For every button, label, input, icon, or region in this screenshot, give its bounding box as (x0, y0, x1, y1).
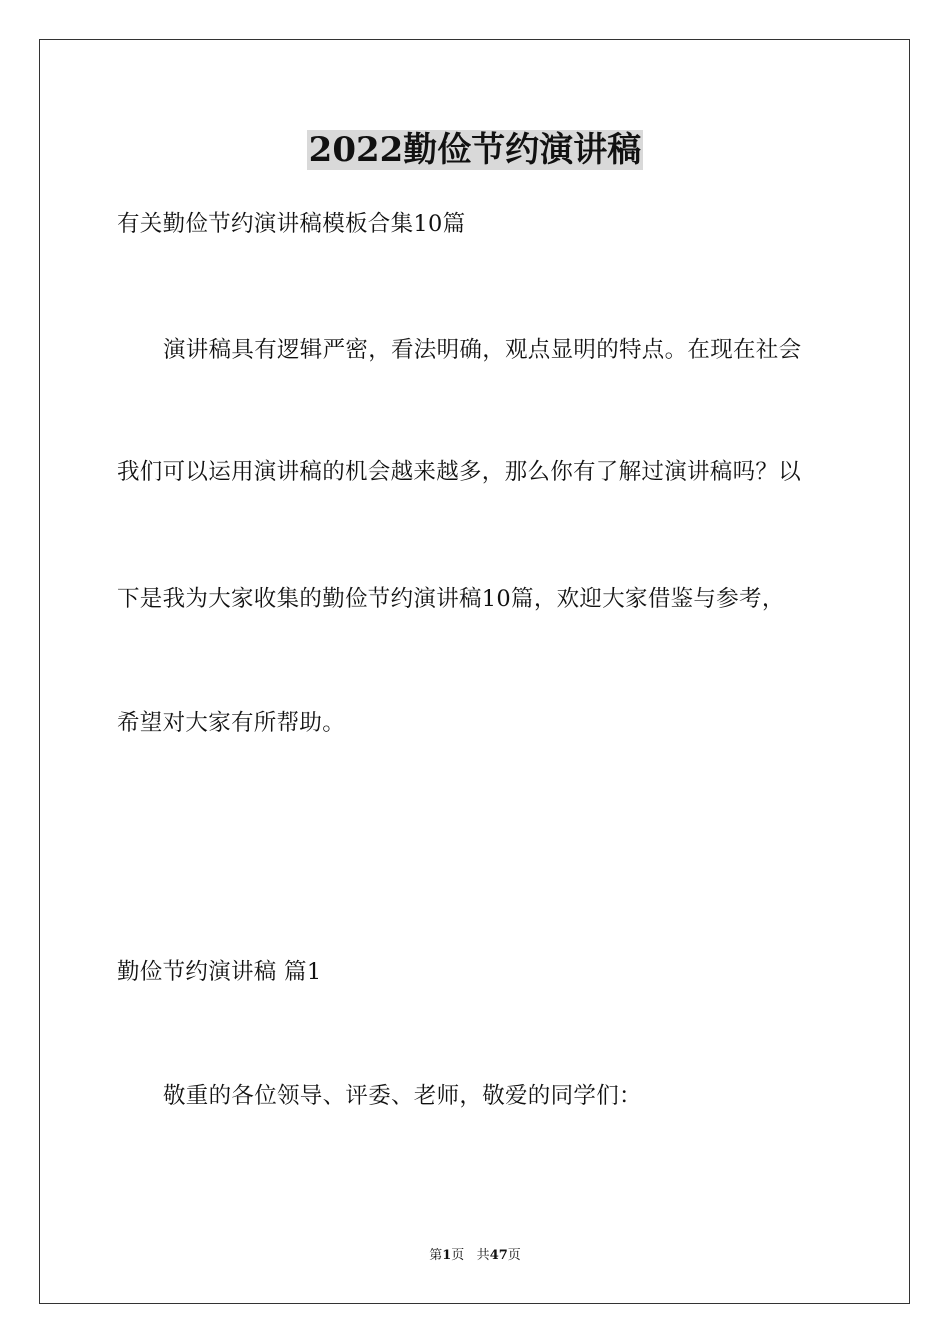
footer-total-pages: 47 (489, 1248, 508, 1263)
footer-page-suffix: 页 (451, 1248, 465, 1263)
document-title-text: 2022勤俭节约演讲稿 (308, 130, 642, 170)
intro-line-4: 希望对大家有所帮助。 (117, 710, 346, 736)
footer-total-prefix: 共 (476, 1248, 490, 1263)
section-heading: 勤俭节约演讲稿 篇1 (117, 959, 322, 985)
footer-page-prefix: 第 (429, 1248, 443, 1263)
footer-page-number: 1 (442, 1248, 452, 1263)
intro-line-2: 我们可以运用演讲稿的机会越来越多，那么你有了解过演讲稿吗？以 (117, 459, 802, 485)
intro-line-1: 演讲稿具有逻辑严密，看法明确，观点显明的特点。在现在社会 (163, 337, 802, 363)
intro-line-3: 下是我为大家收集的勤俭节约演讲稿10篇，欢迎大家借鉴与参考， (117, 586, 785, 612)
greeting-line: 敬重的各位领导、评委、老师，敬爱的同学们： (163, 1083, 642, 1109)
footer-total-suffix: 页 (507, 1248, 521, 1263)
document-title (0, 128, 950, 172)
document-subtitle: 有关勤俭节约演讲稿模板合集10篇 (117, 211, 466, 237)
page-footer (0, 1247, 950, 1265)
